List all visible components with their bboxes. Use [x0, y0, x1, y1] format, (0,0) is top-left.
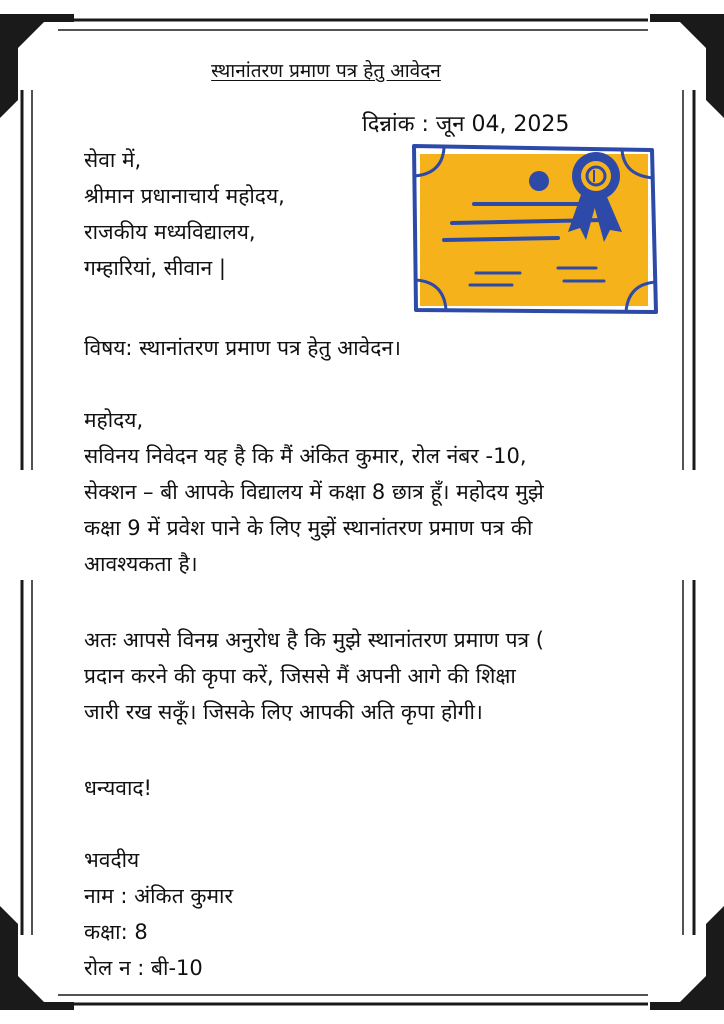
body-line: कक्षा 9 में प्रवेश पाने के लिए मुझें स्थानांतरण प्रमाण पत्र की: [84, 516, 533, 540]
recipient-line: राजकीय मध्यविद्यालय,: [84, 220, 256, 244]
letter-request: [84, 622, 544, 730]
recipient-line: सेवा में,: [84, 148, 142, 172]
request-line: प्रदान करने की कृपा करें, जिससे मैं अपनी आगे की शिक्षा: [84, 664, 516, 688]
closing-text: भवदीय: [84, 848, 140, 872]
body-line: आवश्यकता है।: [84, 552, 198, 576]
recipient-line: श्रीमान प्रधानाचार्य महोदय,: [84, 184, 285, 208]
sender-name: नाम : अंकित कुमार: [84, 884, 234, 908]
recipient-line: गम्हारियां, सीवान |: [84, 256, 226, 280]
letter-thanks: धन्यवाद!: [84, 776, 152, 800]
recipient-block: [84, 142, 285, 286]
certificate-icon: [408, 140, 662, 320]
signature-block: [84, 842, 233, 986]
letter-body: [84, 438, 544, 582]
date-label: दिन्नांक :: [362, 112, 429, 137]
date-value: जून 04, 2025: [435, 112, 570, 137]
certificate-dot: [529, 171, 549, 191]
letter-salutation: महोदय,: [84, 408, 144, 432]
sender-roll: रोल न : बी-10: [84, 956, 203, 980]
body-line: सेक्शन – बी आपके विद्यालय में कक्षा 8 छात्र हूँ। महोदय मुझे: [84, 480, 544, 504]
letter-subject: विषय: स्थानांतरण प्रमाण पत्र हेतु आवेदन।: [84, 336, 401, 360]
request-line: अतः आपसे विनम्र अनुरोध है कि मुझे स्थानांतरण प्रमाण पत्र (: [84, 628, 545, 652]
body-line: सविनय निवेदन यह है कि मैं अंकित कुमार, रोल नंबर -10,: [84, 444, 527, 468]
letter-title: स्थानांतरण प्रमाण पत्र हेतु आवेदन: [211, 60, 441, 82]
sender-class: कक्षा: 8: [84, 920, 148, 944]
request-line: जारी रख सकूँ। जिसके लिए आपकी अति कृपा होगी।: [84, 700, 483, 724]
letter-date: [362, 108, 569, 142]
